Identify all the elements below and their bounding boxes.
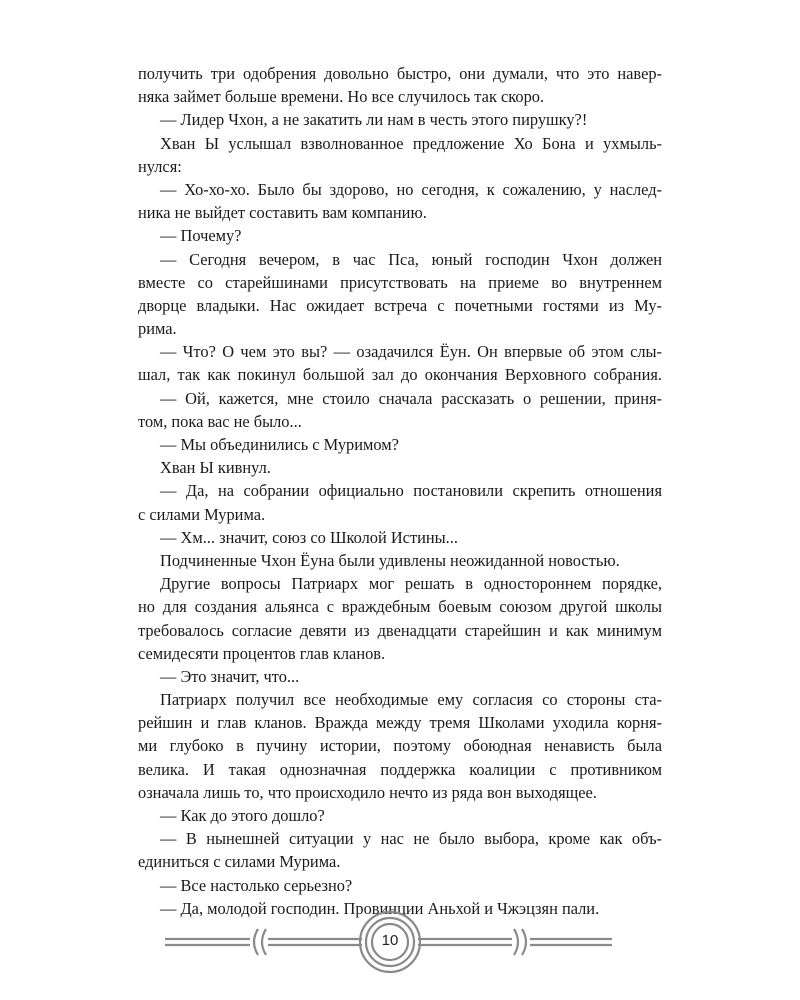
text-line: ника не выйдет составить вам компанию. (138, 203, 427, 223)
text-line: — Все настолько серьезно? (160, 875, 353, 895)
text-line: с силами Мурима. (138, 504, 266, 524)
text-line: велика. И такая однозначная поддержка коалиции с противником (138, 759, 662, 779)
text-line: — В нынешней ситуации у нас не было выбора, кроме как объ- (160, 829, 662, 849)
text-line: но для создания альянса с враждебным боевым союзом другой школы (138, 597, 662, 617)
text-line: Патриарх получил все необходимые ему согласия со стороны ста- (160, 690, 662, 710)
text-line: — Да, на собрании официально постановили скрепить отношения (160, 481, 662, 501)
text-line: шал, так как покинул большой зал до окончания Верховного собрания. (138, 365, 662, 385)
text-line: получить три одобрения довольно быстро, они думали, что это навер- (138, 64, 662, 83)
text-line: семидесяти процентов глав кланов. (138, 643, 386, 663)
text-line: Хван Ы кивнул. (160, 458, 271, 478)
text-line: ми глубоко в пучину истории, поэтому обоюдная ненависть была (138, 736, 662, 756)
text-line: няка займет больше времени. Но все случилось так скоро. (138, 87, 545, 107)
text-line: — Да, молодой господин. Провинции Аньхой и Чжэцзян пали. (160, 898, 600, 918)
text-line: — Лидер Чхон, а не закатить ли нам в честь этого пирушку?! (160, 110, 588, 130)
text-line: рима. (138, 319, 177, 339)
text-line: Другие вопросы Патриарх мог решать в одностороннем порядке, (160, 574, 662, 594)
text-line: — Хм... значит, союз со Школой Истины... (160, 527, 458, 547)
page-footer (0, 905, 800, 975)
text-line: том, пока вас не было... (138, 411, 302, 431)
text-line: — Что? О чем это вы? — озадачился Ёун. Он впервые об этом слы- (160, 342, 662, 362)
text-line: — Почему? (160, 226, 242, 246)
text-line: дворце владыки. Нас ожидает встреча с почетными гостями из Му- (138, 295, 662, 315)
text-line: — Ой, кажется, мне стоило сначала рассказать о решении, приня- (160, 388, 662, 408)
text-line: рейшин и глав кланов. Вражда между тремя Школами уходила корня- (138, 713, 662, 733)
page-number: 10 (381, 932, 399, 949)
text-line: — Это значит, что... (160, 666, 300, 686)
text-line: Хван Ы услышал взволнованное предложение Хо Бона и ухмыль- (160, 133, 662, 153)
page-body-text (138, 62, 662, 920)
text-line: вместе со старейшинами присутствовать на приеме во внутреннем (138, 272, 662, 292)
text-line: — Как до этого дошло? (160, 806, 325, 825)
text-line: единиться с силами Мурима. (138, 852, 341, 872)
text-line: — Мы объединились с Муримом? (160, 435, 399, 454)
text-line: — Сегодня вечером, в час Пса, юный господин Чхон должен (160, 249, 662, 269)
text-line: нулся: (138, 156, 182, 176)
text-line: означала лишь то, что происходило нечто из ряда вон выходящее. (138, 782, 597, 802)
text-line: Подчиненные Чхон Ёуна были удивлены неожиданной новостью. (160, 550, 620, 570)
text-line: требовалось согласие девяти из двенадцати старейшин и как минимум (138, 620, 662, 640)
text-line: — Хо-хо-хо. Было бы здорово, но сегодня, к сожалению, у наслед- (160, 179, 662, 199)
